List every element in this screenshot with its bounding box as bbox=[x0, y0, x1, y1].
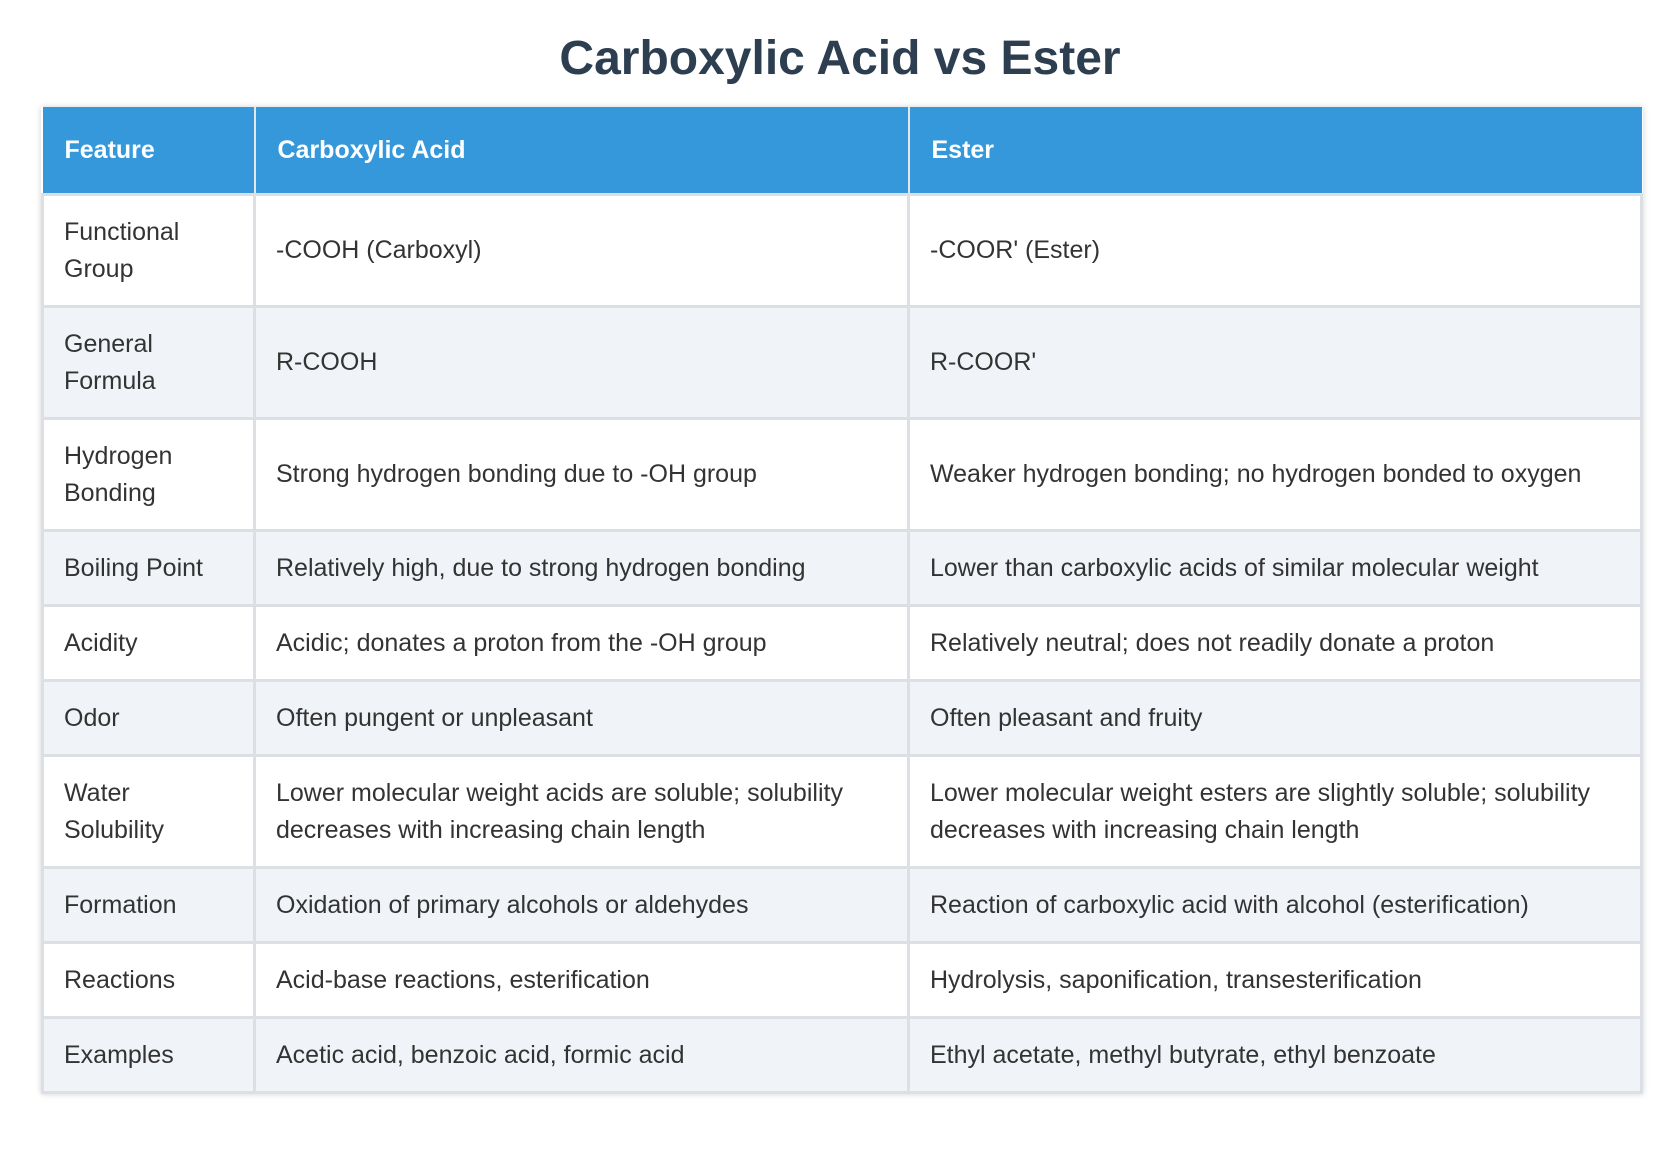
header-ester: Ester bbox=[909, 107, 1642, 195]
page-title: Carboxylic Acid vs Ester bbox=[559, 32, 1121, 85]
ester-cell: Weaker hydrogen bonding; no hydrogen bonded to oxygen bbox=[909, 419, 1642, 531]
acid-cell: Often pungent or unpleasant bbox=[255, 681, 909, 756]
table-row bbox=[43, 606, 1642, 681]
table-row bbox=[43, 1018, 1642, 1093]
table-row bbox=[43, 943, 1642, 1018]
table-row bbox=[43, 681, 1642, 756]
acid-cell: R-COOH bbox=[255, 307, 909, 419]
ester-cell: Hydrolysis, saponification, transesterification bbox=[909, 943, 1642, 1018]
table-header-row bbox=[43, 107, 1642, 195]
table-row bbox=[43, 868, 1642, 943]
acid-cell: -COOH (Carboxyl) bbox=[255, 195, 909, 307]
feature-cell: Acidity bbox=[43, 606, 255, 681]
ester-cell: Reaction of carboxylic acid with alcohol (esterification) bbox=[909, 868, 1642, 943]
feature-cell: Boiling Point bbox=[43, 531, 255, 606]
table-row bbox=[43, 195, 1642, 307]
ester-cell: Lower than carboxylic acids of similar molecular weight bbox=[909, 531, 1642, 606]
feature-cell: Formation bbox=[43, 868, 255, 943]
table-row bbox=[43, 307, 1642, 419]
acid-cell: Acid-base reactions, esterification bbox=[255, 943, 909, 1018]
feature-cell: General Formula bbox=[43, 307, 255, 419]
acid-cell: Lower molecular weight acids are soluble; solubility decreases with increasing chain length bbox=[255, 756, 909, 868]
header-carboxylic-acid: Carboxylic Acid bbox=[255, 107, 909, 195]
feature-cell: Reactions bbox=[43, 943, 255, 1018]
comparison-table bbox=[41, 107, 1643, 1094]
ester-cell: Ethyl acetate, methyl butyrate, ethyl benzoate bbox=[909, 1018, 1642, 1093]
ester-cell: R-COOR' bbox=[909, 307, 1642, 419]
ester-cell: Lower molecular weight esters are slightly soluble; solubility decreases with increasing chain length bbox=[909, 756, 1642, 868]
feature-cell: Examples bbox=[43, 1018, 255, 1093]
ester-cell: Relatively neutral; does not readily donate a proton bbox=[909, 606, 1642, 681]
table-row bbox=[43, 419, 1642, 531]
acid-cell: Acidic; donates a proton from the -OH group bbox=[255, 606, 909, 681]
table-row bbox=[43, 756, 1642, 868]
acid-cell: Strong hydrogen bonding due to -OH group bbox=[255, 419, 909, 531]
ester-cell: Often pleasant and fruity bbox=[909, 681, 1642, 756]
acid-cell: Oxidation of primary alcohols or aldehydes bbox=[255, 868, 909, 943]
acid-cell: Relatively high, due to strong hydrogen bonding bbox=[255, 531, 909, 606]
feature-cell: Functional Group bbox=[43, 195, 255, 307]
table-row bbox=[43, 531, 1642, 606]
feature-cell: Water Solubility bbox=[43, 756, 255, 868]
acid-cell: Acetic acid, benzoic acid, formic acid bbox=[255, 1018, 909, 1093]
feature-cell: Odor bbox=[43, 681, 255, 756]
header-feature: Feature bbox=[43, 107, 255, 195]
feature-cell: Hydrogen Bonding bbox=[43, 419, 255, 531]
ester-cell: -COOR' (Ester) bbox=[909, 195, 1642, 307]
